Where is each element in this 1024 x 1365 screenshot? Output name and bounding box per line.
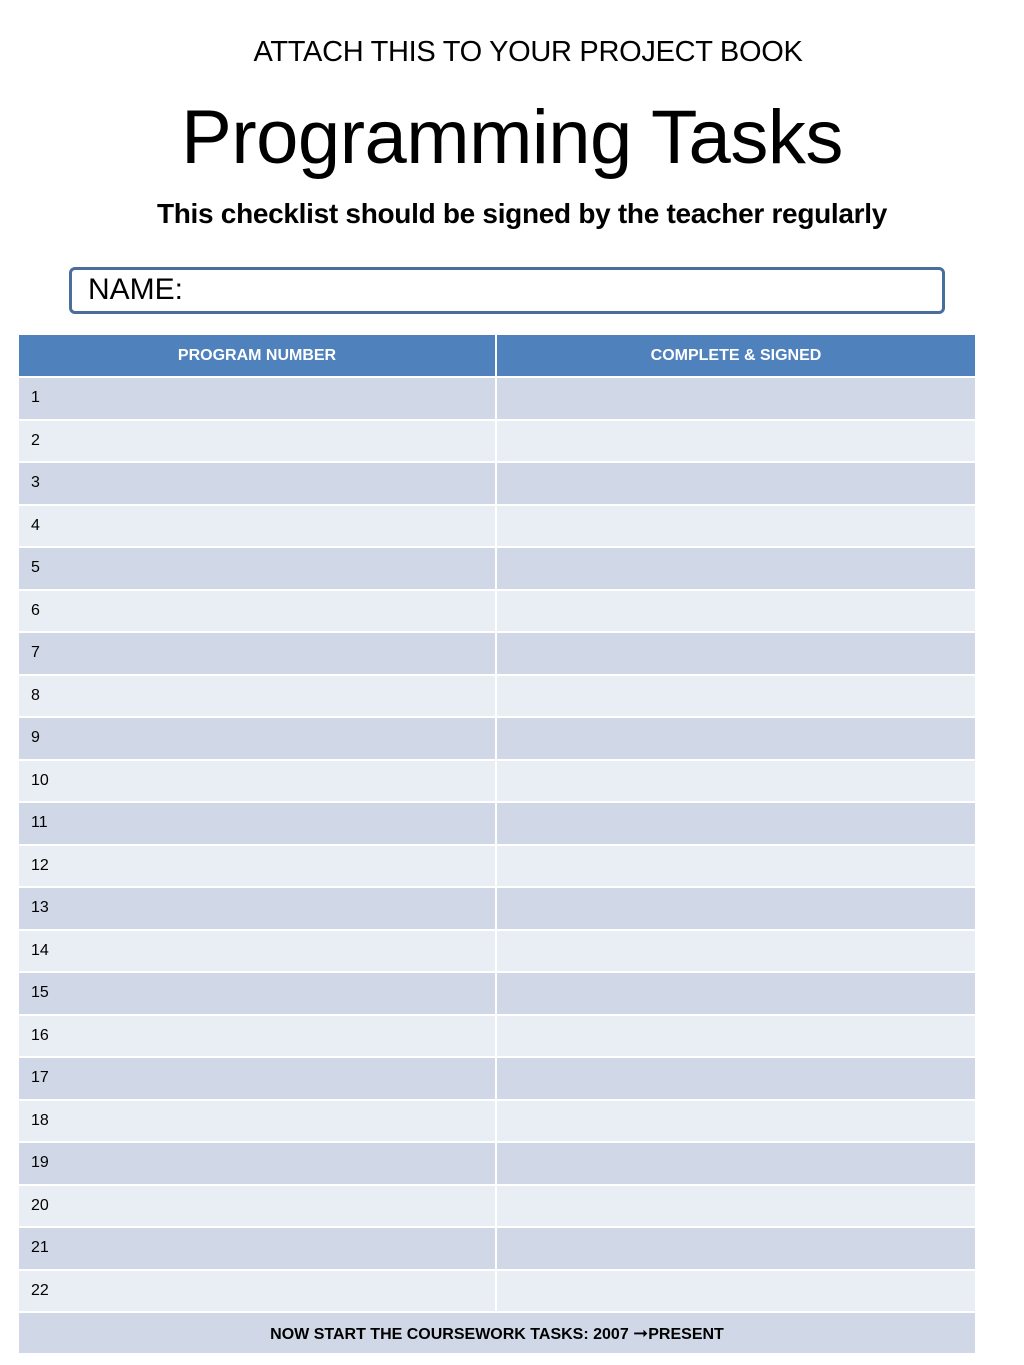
name-field[interactable] — [69, 267, 945, 314]
table-row — [18, 1270, 976, 1313]
complete-signed-cell[interactable] — [496, 972, 976, 1015]
table-row — [18, 1057, 976, 1100]
table-row — [18, 1185, 976, 1228]
complete-signed-cell[interactable] — [496, 377, 976, 420]
complete-signed-cell[interactable] — [496, 1142, 976, 1185]
table-row — [18, 930, 976, 973]
program-number-cell: 5 — [18, 547, 496, 590]
complete-signed-cell[interactable] — [496, 1185, 976, 1228]
program-number-cell: 1 — [18, 377, 496, 420]
complete-signed-cell[interactable] — [496, 1270, 976, 1313]
program-number-cell: 19 — [18, 1142, 496, 1185]
table-row — [18, 760, 976, 803]
table-row — [18, 462, 976, 505]
attach-instruction: ATTACH THIS TO YOUR PROJECT BOOK — [253, 36, 803, 68]
table-row — [18, 547, 976, 590]
table-row — [18, 590, 976, 633]
program-number-cell: 10 — [18, 760, 496, 803]
program-number-cell: 6 — [18, 590, 496, 633]
complete-signed-cell[interactable] — [496, 462, 976, 505]
table-row — [18, 377, 976, 420]
program-number-cell: 13 — [18, 887, 496, 930]
complete-signed-cell[interactable] — [496, 1015, 976, 1058]
table-row — [18, 1015, 976, 1058]
complete-signed-cell[interactable] — [496, 930, 976, 973]
complete-signed-cell[interactable] — [496, 887, 976, 930]
complete-signed-cell[interactable] — [496, 1057, 976, 1100]
table-row — [18, 420, 976, 463]
table-row — [18, 505, 976, 548]
page-subtitle: This checklist should be signed by the teacher regularly — [156, 198, 888, 229]
table-row — [18, 845, 976, 888]
program-number-cell: 14 — [18, 930, 496, 973]
right-arrow-icon: ➞ — [633, 1322, 649, 1344]
complete-signed-cell[interactable] — [496, 845, 976, 888]
table-body — [18, 377, 976, 1312]
program-number-cell: 11 — [18, 802, 496, 845]
table-row — [18, 802, 976, 845]
program-number-cell: 7 — [18, 632, 496, 675]
table-row — [18, 675, 976, 718]
table-row — [18, 887, 976, 930]
program-number-cell: 18 — [18, 1100, 496, 1143]
complete-signed-cell[interactable] — [496, 717, 976, 760]
complete-signed-cell[interactable] — [496, 760, 976, 803]
program-number-cell: 4 — [18, 505, 496, 548]
program-number-cell: 15 — [18, 972, 496, 1015]
table-row — [18, 717, 976, 760]
program-number-cell: 8 — [18, 675, 496, 718]
program-number-cell: 22 — [18, 1270, 496, 1313]
complete-signed-cell[interactable] — [496, 547, 976, 590]
footer-cell — [18, 1312, 976, 1354]
name-label: NAME: — [88, 273, 184, 306]
table-row — [18, 1142, 976, 1185]
table-header-row — [18, 334, 976, 377]
task-checklist-table — [17, 333, 977, 1355]
complete-signed-cell[interactable] — [496, 632, 976, 675]
table-footer-row — [18, 1312, 976, 1354]
footer-text-after: PRESENT — [648, 1325, 724, 1343]
table-row — [18, 972, 976, 1015]
complete-signed-cell[interactable] — [496, 590, 976, 633]
column-header-program-number: PROGRAM NUMBER — [18, 334, 496, 377]
program-number-cell: 12 — [18, 845, 496, 888]
table-row — [18, 632, 976, 675]
complete-signed-cell[interactable] — [496, 420, 976, 463]
program-number-cell: 16 — [18, 1015, 496, 1058]
program-number-cell: 9 — [18, 717, 496, 760]
program-number-cell: 2 — [18, 420, 496, 463]
program-number-cell: 21 — [18, 1227, 496, 1270]
page-title: Programming Tasks — [181, 95, 843, 180]
program-number-cell: 20 — [18, 1185, 496, 1228]
footer-text-before: NOW START THE COURSEWORK TASKS: 2007 — [270, 1325, 634, 1343]
complete-signed-cell[interactable] — [496, 1227, 976, 1270]
complete-signed-cell[interactable] — [496, 505, 976, 548]
column-header-complete-signed: COMPLETE & SIGNED — [496, 334, 976, 377]
table-row — [18, 1100, 976, 1143]
program-number-cell: 17 — [18, 1057, 496, 1100]
complete-signed-cell[interactable] — [496, 802, 976, 845]
table-row — [18, 1227, 976, 1270]
program-number-cell: 3 — [18, 462, 496, 505]
complete-signed-cell[interactable] — [496, 1100, 976, 1143]
complete-signed-cell[interactable] — [496, 675, 976, 718]
